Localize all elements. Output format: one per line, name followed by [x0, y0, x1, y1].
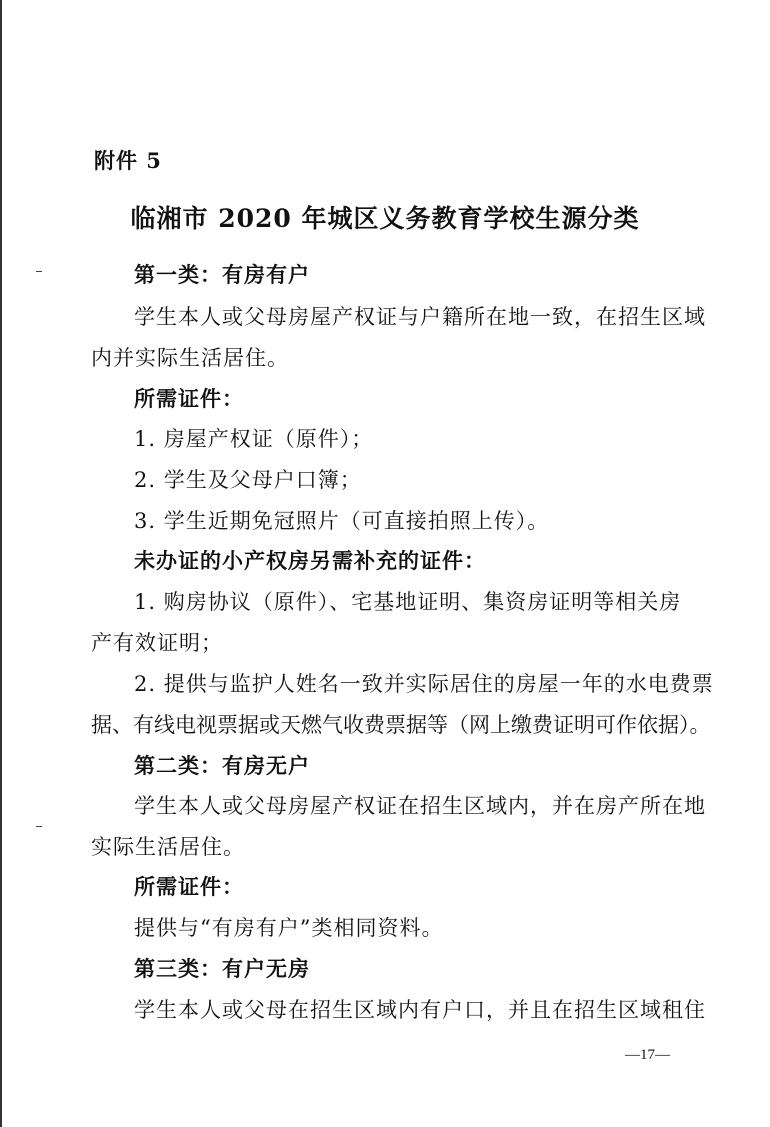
paragraph: 学生本人或父母在招生区域内有户口，并且在招生区域租住 — [134, 998, 706, 1022]
scan-mark — [36, 826, 42, 827]
paragraph: 产有效证明； — [91, 631, 223, 655]
scan-edge — [0, 0, 2, 1127]
paragraph: 提供与“有房有户”类相同资料。 — [134, 916, 444, 940]
scan-mark — [36, 271, 42, 272]
category-1-heading: 第一类：有房有户 — [134, 262, 310, 287]
attachment-label: 附件 5 — [94, 148, 162, 173]
list-item: 2. 学生及父母户口簿； — [134, 468, 362, 492]
list-item: 1. 房屋产权证（原件）； — [134, 427, 374, 451]
list-item: 2. 提供与监护人姓名一致并实际居住的房屋一年的水电费票 — [134, 672, 714, 696]
list-item: 3. 学生近期免冠照片（可直接拍照上传）。 — [134, 509, 550, 533]
category-2-heading: 第二类：有房无户 — [134, 753, 310, 778]
supplement-heading: 未办证的小产权房另需补充的证件： — [134, 548, 486, 573]
paragraph: 实际生活居住。 — [91, 835, 245, 859]
paragraph: 据、有线电视票据或天燃气收费票据等（网上缴费证明可作依据）。 — [91, 713, 711, 737]
category-3-heading: 第三类：有户无房 — [134, 956, 310, 981]
paragraph: 内并实际生活居住。 — [91, 346, 289, 370]
list-item: 1. 购房协议（原件）、宅基地证明、集资房证明等相关房 — [134, 590, 682, 614]
required-docs-heading: 所需证件： — [134, 874, 244, 899]
paragraph: 学生本人或父母房屋产权证与户籍所在地一致，在招生区域 — [134, 305, 706, 329]
paragraph: 学生本人或父母房屋产权证在招生区域内，并在房产所在地 — [134, 794, 706, 818]
page-number: —17— — [625, 1047, 670, 1063]
required-docs-heading: 所需证件： — [134, 386, 244, 411]
document-title: 临湘市 2020 年城区义务教育学校生源分类 — [130, 204, 640, 233]
